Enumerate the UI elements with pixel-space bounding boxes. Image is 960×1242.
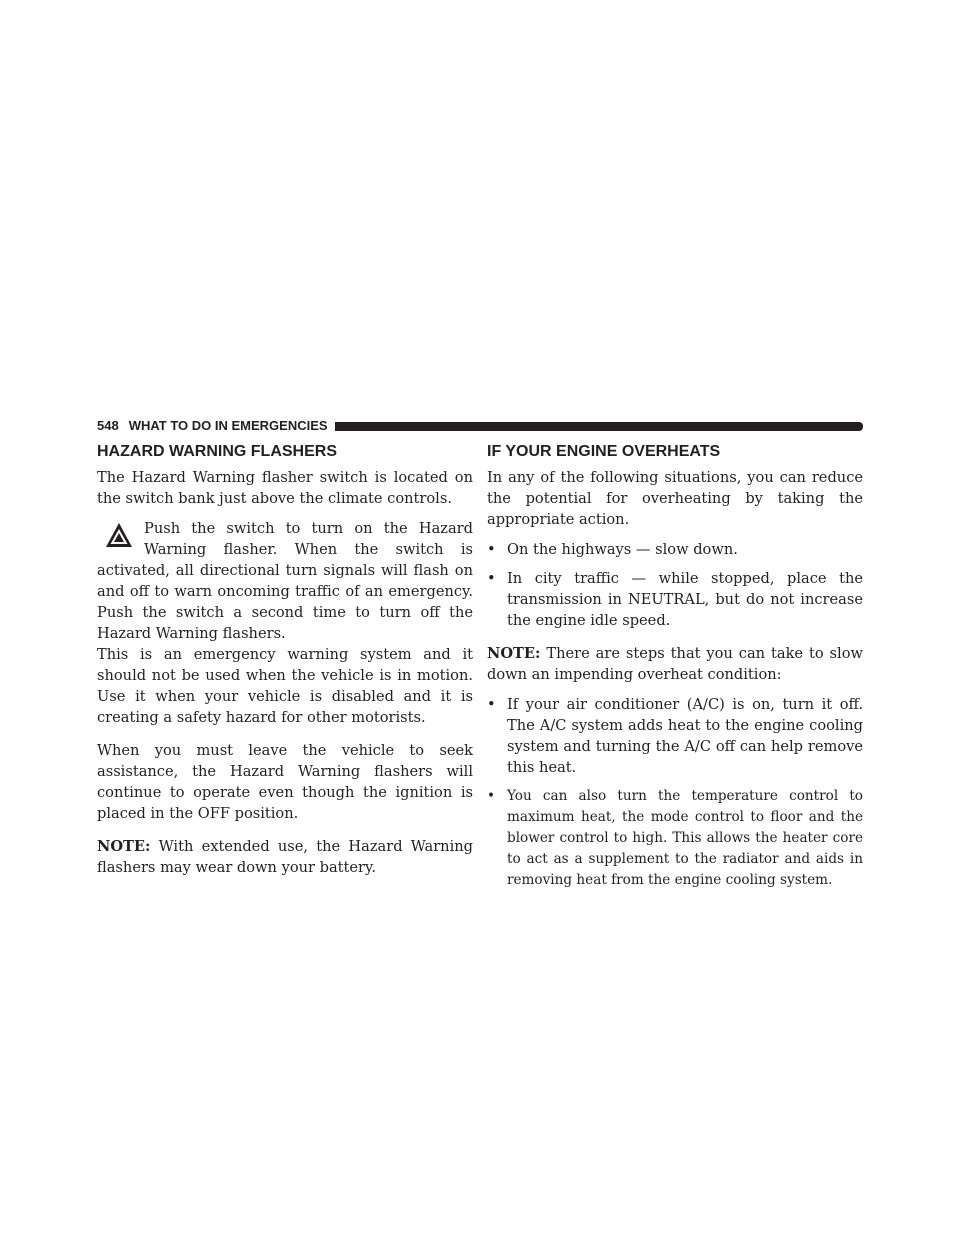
overheat-situations-list [487, 539, 863, 631]
hazard-heading: HAZARD WARNING FLASHERS [97, 443, 337, 460]
note-label: NOTE: [487, 645, 541, 662]
hazard-warning-triangle-icon [97, 522, 141, 548]
list-item-text: If your air conditioner (A/C) is on, turn it off. The A/C system adds heat to the engine cooling system and turning the A/C off can help remove this heat. [507, 696, 863, 776]
list-item-text: You can also turn the temperature control to maximum heat, the mode control to floor and the blower control to high. This allows the heater core to act as a supplement to the radiator and aids in removing heat from the engine cooling system. [507, 788, 863, 888]
right-column [487, 442, 863, 891]
section-title: WHAT TO DO IN EMERGENCIES [128, 418, 328, 433]
note-label: NOTE: [97, 838, 151, 855]
left-column [97, 442, 473, 878]
list-item-text: On the highways — slow down. [507, 541, 738, 558]
header-rule [335, 422, 863, 431]
bullet: • [487, 696, 496, 713]
overheat-note [487, 643, 863, 685]
hazard-instruction-block [97, 518, 473, 644]
note-text: With extended use, the Hazard Warning flashers may wear down your battery. [97, 838, 473, 876]
note-text: There are steps that you can take to slow down an impending overheat condition: [487, 645, 863, 683]
list-item [487, 568, 863, 631]
list-item [487, 786, 863, 891]
hazard-location-paragraph: The Hazard Warning flasher switch is located on the switch bank just above the climate controls. [97, 469, 473, 507]
page-number: 548 [97, 418, 119, 433]
page-header [97, 417, 863, 435]
hazard-instruction-paragraph: Push the switch to turn on the Hazard Warning flasher. When the switch is activated, all directional turn signals will flash on and off to warn oncoming traffic of an emergency. Push the switch a second time to turn off the Hazard Warning flashers. [97, 520, 473, 642]
overheat-steps-list [487, 694, 863, 891]
list-item-text: In city traffic — while stopped, place the transmission in NEUTRAL, but do not increase the engine idle speed. [507, 570, 863, 629]
bullet: • [487, 541, 496, 558]
bullet: • [487, 788, 496, 804]
hazard-usage-paragraph: This is an emergency warning system and it should not be used when the vehicle is in motion. Use it when your vehicle is disabled and it is creating a safety hazard for other motorists. [97, 646, 473, 726]
overheat-heading: IF YOUR ENGINE OVERHEATS [487, 443, 721, 460]
list-item [487, 539, 863, 560]
hazard-note [97, 836, 473, 878]
overheat-intro-paragraph: In any of the following situations, you can reduce the potential for overheating by taking the appropriate action. [487, 469, 863, 528]
bullet: • [487, 570, 496, 587]
hazard-leave-vehicle-paragraph: When you must leave the vehicle to seek assistance, the Hazard Warning flashers will continue to operate even though the ignition is placed in the OFF position. [97, 742, 473, 822]
list-item [487, 694, 863, 778]
